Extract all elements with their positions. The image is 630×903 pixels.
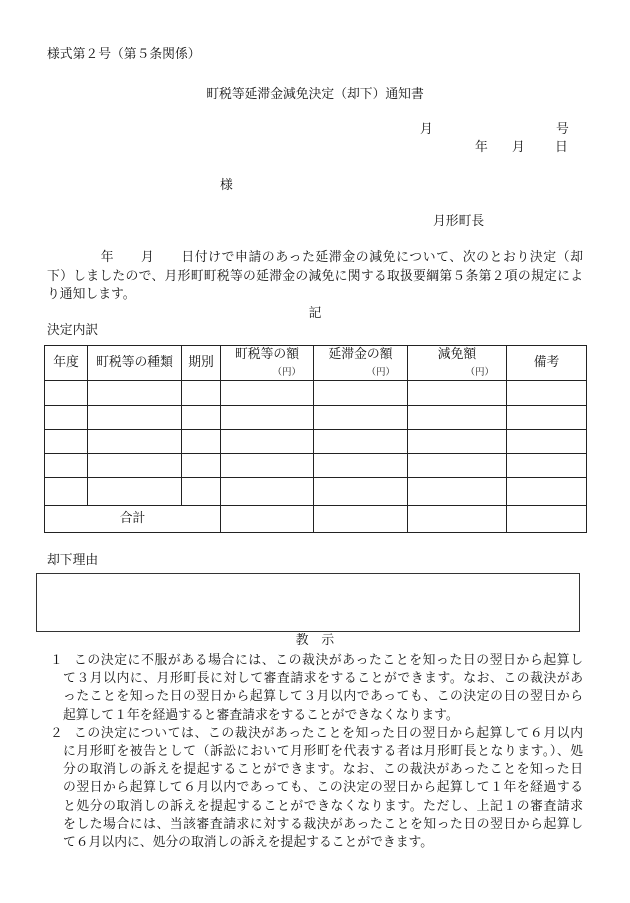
table-row bbox=[45, 406, 587, 430]
table-cell bbox=[45, 381, 88, 406]
instruction-heading: 教 示 bbox=[295, 633, 335, 648]
instruction-line: に月形町を被告として（訴訟において月形町を代表する者は月形町長となります。）、処 bbox=[63, 743, 583, 759]
table-cell bbox=[182, 430, 221, 454]
rejection-reason-label: 却下理由 bbox=[47, 553, 99, 568]
document-number-prefix: 月 bbox=[420, 122, 433, 137]
header-tax-amount-label: 町税等の額 bbox=[235, 347, 299, 362]
table-cell bbox=[88, 430, 182, 454]
table-cell bbox=[408, 406, 507, 430]
table-cell bbox=[45, 454, 88, 478]
table-cell bbox=[182, 478, 221, 506]
table-cell bbox=[182, 406, 221, 430]
total-cell bbox=[221, 506, 314, 533]
instruction-line: 起算して１年を経過すると審査請求をすることができなくなります。 bbox=[63, 707, 459, 723]
table-cell bbox=[45, 478, 88, 506]
header-unit-label: （円） bbox=[272, 367, 301, 378]
breakdown-label: 決定内訳 bbox=[47, 323, 99, 338]
table-cell bbox=[182, 454, 221, 478]
instruction-line: この決定に不服がある場合には、この裁決があったことを知った日の翌日から起算し bbox=[74, 653, 583, 668]
table-cell bbox=[507, 430, 587, 454]
table-cell bbox=[45, 430, 88, 454]
addressee-honorific: 様 bbox=[220, 178, 233, 193]
header-installment: 期別 bbox=[182, 346, 221, 381]
table-cell bbox=[314, 381, 408, 406]
table-cell bbox=[408, 478, 507, 506]
table-cell bbox=[88, 406, 182, 430]
instruction-line: 分の取消しの訴えを提起することができます。なお、この裁決があったことを知った日 bbox=[63, 762, 583, 778]
table-cell bbox=[408, 381, 507, 406]
header-tax-type: 町税等の種類 bbox=[88, 346, 182, 381]
table-cell bbox=[507, 381, 587, 406]
breakdown-table bbox=[44, 345, 587, 533]
notice-body-line: 年 月 日付けで申請のあった延滞金の減免について、次のとおり決定（却 bbox=[47, 250, 583, 265]
instruction-line: をした場合には、当該審査請求に対する裁決があったことを知った日の翌日から起算し bbox=[63, 816, 583, 832]
table-cell bbox=[221, 381, 314, 406]
total-cell bbox=[314, 506, 408, 533]
instruction-item bbox=[50, 725, 583, 852]
instruction-line: ったことを知った日の翌日から起算して３月以内であっても、この決定の日の翌日から bbox=[63, 689, 583, 705]
document-number-suffix: 号 bbox=[556, 122, 569, 137]
table-cell bbox=[182, 381, 221, 406]
instruction-line: の翌日から起算して６月以内であっても、この決定の翌日から起算して１年を経過する bbox=[63, 780, 583, 796]
notice-body bbox=[47, 249, 583, 305]
header-tax-amount bbox=[221, 346, 314, 381]
table-cell bbox=[507, 454, 587, 478]
header-fiscal-year: 年度 bbox=[45, 346, 88, 381]
table-cell bbox=[314, 430, 408, 454]
table-row bbox=[45, 430, 587, 454]
form-number: 様式第２号（第５条関係） bbox=[47, 47, 201, 62]
header-cell-wrapper bbox=[408, 346, 506, 380]
record-mark: 記 bbox=[308, 306, 322, 321]
notice-body-line: り通知します。 bbox=[47, 287, 136, 302]
table-cell bbox=[221, 406, 314, 430]
date-year-label: 年 bbox=[475, 140, 488, 155]
table-row bbox=[45, 454, 587, 478]
instruction-line: この決定については、この裁決があったことを知った日の翌日から起算して６月以内 bbox=[74, 725, 583, 741]
table-cell bbox=[408, 454, 507, 478]
instruction-list bbox=[50, 652, 583, 852]
table-cell bbox=[221, 454, 314, 478]
issuer-name: 月形町長 bbox=[433, 214, 485, 229]
total-row bbox=[45, 506, 587, 533]
table-cell bbox=[314, 478, 408, 506]
instruction-number: ２ bbox=[50, 725, 63, 741]
table-cell bbox=[88, 478, 182, 506]
header-unit-label: （円） bbox=[465, 367, 494, 378]
table-cell bbox=[314, 454, 408, 478]
header-remarks: 備考 bbox=[507, 346, 587, 381]
header-late-fee-label: 延滞金の額 bbox=[328, 347, 393, 362]
date-day-label: 日 bbox=[555, 140, 568, 155]
total-cell bbox=[507, 506, 587, 533]
table-cell bbox=[221, 478, 314, 506]
table-cell bbox=[408, 430, 507, 454]
rejection-reason-box bbox=[36, 573, 580, 632]
instruction-item bbox=[50, 652, 583, 725]
total-cell bbox=[408, 506, 507, 533]
instruction-number: １ bbox=[50, 653, 63, 668]
table-cell bbox=[88, 381, 182, 406]
total-label: 合計 bbox=[45, 506, 221, 533]
instruction-line: と処分の取消しの訴えを提起することができなくなります。ただし、上記１の審査請求 bbox=[63, 798, 583, 814]
header-late-fee bbox=[314, 346, 408, 381]
header-unit-label: （円） bbox=[366, 367, 395, 378]
header-cell-wrapper bbox=[314, 346, 407, 380]
header-cell-wrapper bbox=[221, 346, 313, 380]
table-cell bbox=[507, 406, 587, 430]
table-cell bbox=[507, 478, 587, 506]
notice-body-line: 下）しましたので、月形町町税等の延滞金の減免に関する取扱要綱第５条第２項の規定によ bbox=[47, 268, 583, 284]
table-header-row bbox=[45, 346, 587, 381]
table-row bbox=[45, 381, 587, 406]
header-reduction-amount bbox=[408, 346, 507, 381]
table-cell bbox=[314, 406, 408, 430]
document-title: 町税等延滞金減免決定（却下）通知書 bbox=[206, 87, 424, 102]
instruction-line: て３月以内に、月形町長に対して審査請求をすることができます。なお、この裁決があ bbox=[63, 671, 583, 687]
date-month-label: 月 bbox=[512, 140, 525, 155]
header-reduction-amount-label: 減免額 bbox=[437, 347, 477, 362]
instruction-line: て６月以内に、処分の取消しの訴えを提起することができます。 bbox=[63, 834, 434, 850]
table-cell bbox=[221, 430, 314, 454]
table-row bbox=[45, 478, 587, 506]
table-cell bbox=[88, 454, 182, 478]
table-cell bbox=[45, 406, 88, 430]
